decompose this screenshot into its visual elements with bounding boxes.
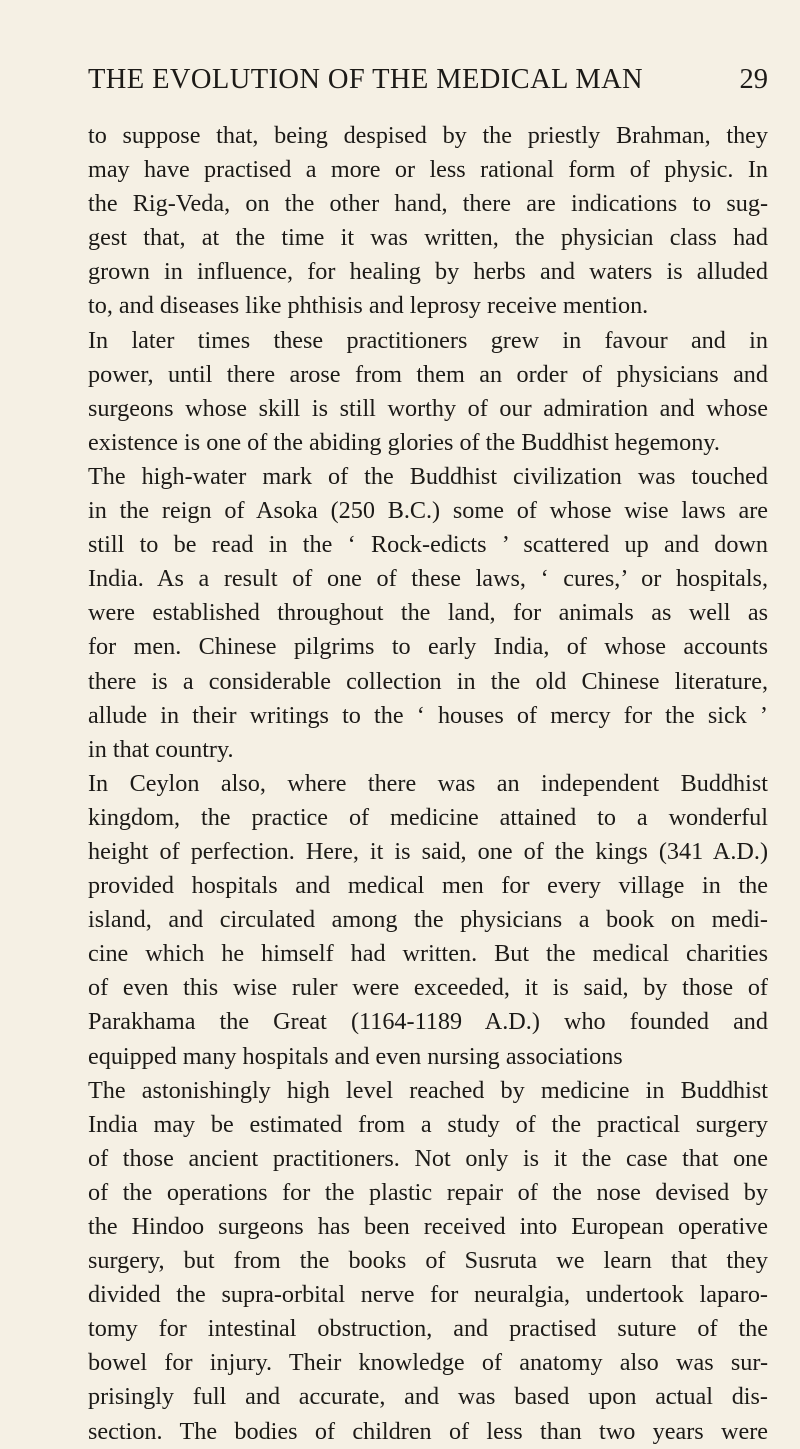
text-line: in the reign of Asoka (250 B.C.) some of whose wise laws are (88, 497, 768, 525)
text-line: equipped many hospitals and even nursing associations (88, 1042, 623, 1070)
text-line: surgery, but from the books of Susruta we learn that they (88, 1247, 768, 1275)
text-line: may have practised a more or less rational form of physic. In (88, 156, 768, 184)
text-line: gest that, at the time it was written, the physician class had (88, 224, 768, 252)
text-line: existence is one of the abiding glories of the Buddhist hegemony. (88, 428, 720, 456)
text-line: The high-water mark of the Buddhist civilization was touched (88, 462, 768, 490)
text-line: bowel for injury. Their knowledge of anatomy also was sur- (88, 1349, 768, 1377)
text-line: island, and circulated among the physicians a book on medi- (88, 906, 768, 934)
text-line: divided the supra-orbital nerve for neuralgia, undertook laparo- (88, 1281, 768, 1309)
text-line: In Ceylon also, where there was an independent Buddhist (88, 769, 768, 797)
text-line: kingdom, the practice of medicine attained to a wonderful (88, 803, 768, 831)
page-number: 29 (739, 64, 768, 95)
text-line: the Hindoo surgeons has been received into European operative (88, 1213, 768, 1240)
text-line: to suppose that, being despised by the priestly Brahman, they (88, 122, 768, 149)
text-line: of those ancient practitioners. Not only is it the case that one (88, 1144, 768, 1172)
text-line: section. The bodies of children of less than two years were (88, 1417, 768, 1445)
running-title: THE EVOLUTION OF THE MEDICAL MAN (88, 64, 644, 95)
text-line: still to be read in the ‘ Rock-edicts ’ scattered up and down (88, 531, 768, 559)
text-line: were established throughout the land, for animals as well as (88, 599, 768, 627)
body-text (88, 119, 768, 1449)
text-line: provided hospitals and medical men for every village in the (88, 872, 768, 900)
text-line: The astonishingly high level reached by medicine in Buddhist (88, 1076, 768, 1104)
text-line: In later times these practitioners grew in favour and in (88, 326, 768, 354)
text-line: in that country. (88, 735, 234, 763)
text-line: prisingly full and accurate, and was based upon actual dis- (88, 1383, 768, 1411)
text-line: allude in their writings to the ‘ houses of mercy for the sick ’ (88, 701, 768, 729)
text-line: Parakhama the Great (1164-1189 A.D.) who founded and (88, 1008, 768, 1036)
text-line: tomy for intestinal obstruction, and practised suture of the (88, 1315, 768, 1343)
text-line: India. As a result of one of these laws, ‘ cures,’ or hospitals, (88, 565, 768, 593)
text-line: there is a considerable collection in the old Chinese literature, (88, 667, 768, 695)
text-line: grown in influence, for healing by herbs and waters is alluded (88, 258, 768, 286)
text-line: cine which he himself had written. But the medical charities (88, 940, 768, 968)
text-line: of the operations for the plastic repair of the nose devised by (88, 1178, 768, 1206)
text-line: the Rig-Veda, on the other hand, there are indications to sug- (88, 190, 768, 218)
text-line: India may be estimated from a study of the practical surgery (88, 1110, 768, 1138)
text-line: surgeons whose skill is still worthy of our admiration and whose (88, 394, 768, 422)
text-line: for men. Chinese pilgrims to early India, of whose accounts (88, 633, 768, 661)
running-head (88, 64, 768, 104)
text-line: to, and diseases like phthisis and leprosy receive mention. (88, 292, 649, 320)
text-line: of even this wise ruler were exceeded, it is said, by those of (88, 974, 768, 1002)
text-line: power, until there arose from them an order of physicians and (88, 360, 768, 388)
text-line: height of perfection. Here, it is said, one of the kings (341 A.D.) (88, 837, 768, 865)
